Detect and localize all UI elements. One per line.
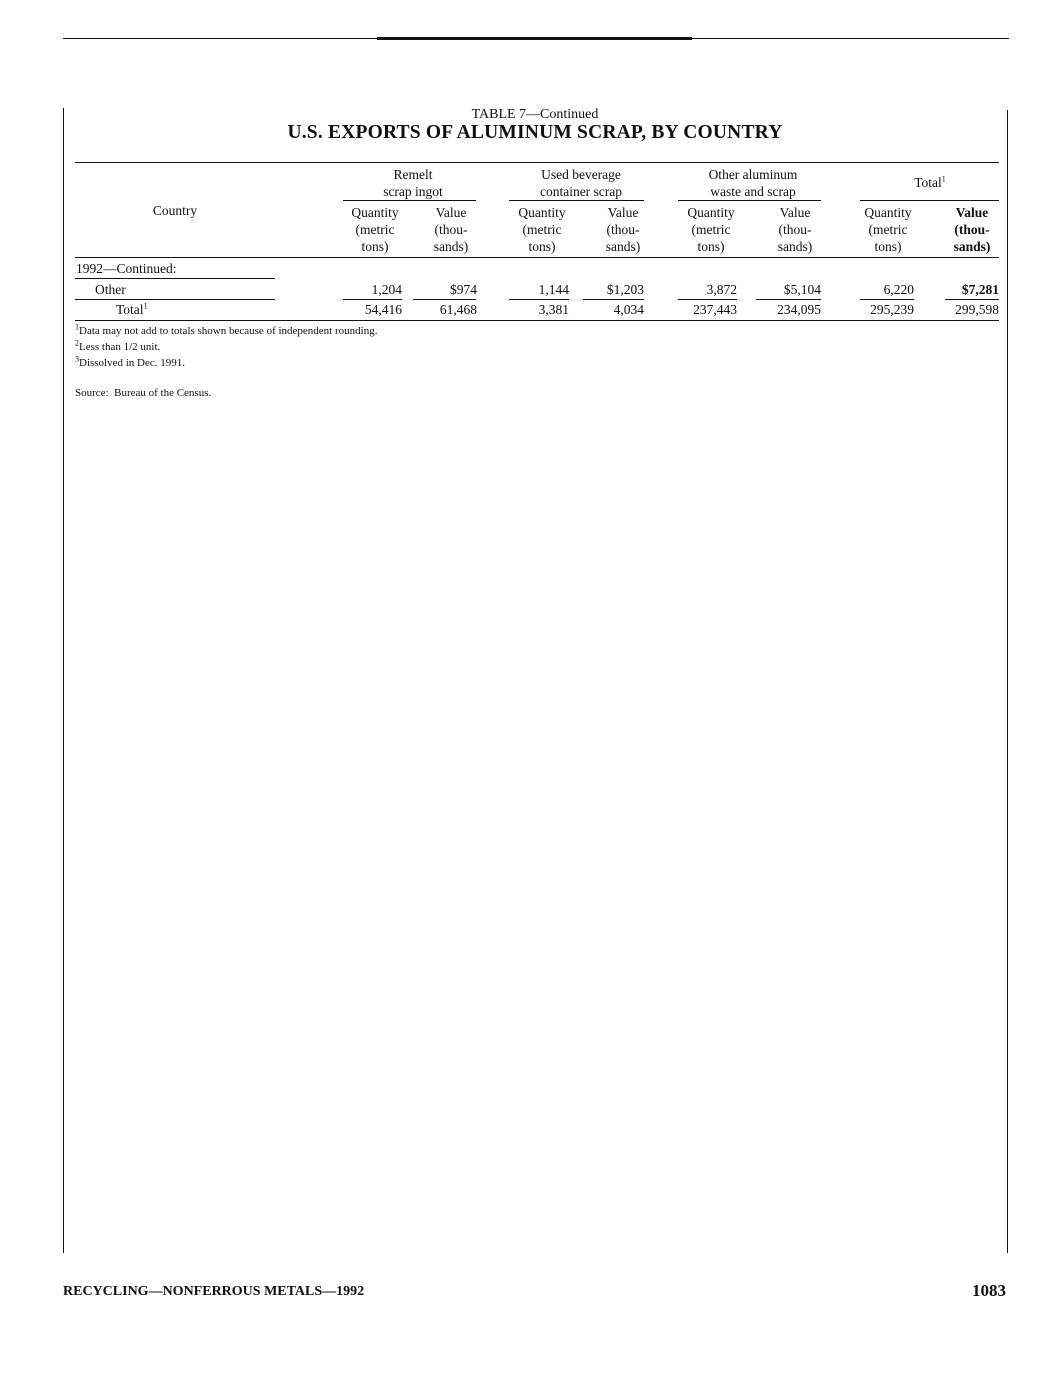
table-cell: 4,034	[613, 302, 644, 317]
table-cell: $1,203	[606, 282, 644, 297]
table-cell: $5,104	[783, 282, 821, 297]
table-cell: 234,095	[777, 302, 821, 317]
page-number: 1083	[972, 1281, 1006, 1300]
left-margin-rule	[63, 108, 64, 1253]
total-rule	[678, 299, 737, 300]
group-header-line2: scrap ingot	[383, 184, 443, 199]
group-rule-other	[678, 200, 821, 201]
row-label: Other	[95, 282, 126, 297]
subheader-value: Value (thou- sands)	[777, 205, 813, 254]
total-rule	[413, 299, 476, 300]
footer-running-title: RECYCLING—NONFERROUS METALS—1992	[63, 1284, 365, 1299]
subheader-value: Value (thou- sands)	[605, 205, 641, 254]
total-rule	[945, 299, 999, 300]
group-header-line1: Total	[914, 175, 942, 190]
page-title: U.S. EXPORTS OF ALUMINUM SCRAP, BY COUNTRY	[287, 122, 783, 143]
group-header-line1: Used beverage	[541, 167, 621, 182]
subheader-quantity: Quantity (metric tons)	[687, 205, 735, 254]
group-header-total	[860, 174, 1000, 191]
total-rule	[756, 299, 821, 300]
table-cell: $974	[450, 282, 477, 297]
subheader-value: Value (thou- sands)	[953, 205, 991, 254]
subheader-quantity: Quantity (metric tons)	[864, 205, 912, 254]
group-rule-total	[860, 200, 999, 201]
group-header-ubc	[509, 166, 653, 200]
subheader-value: Value (thou- sands)	[433, 205, 469, 254]
footnote-mark: 1	[941, 174, 946, 184]
table-cell: 6,220	[883, 282, 914, 297]
table-cell: 295,239	[870, 302, 914, 317]
group-rule-ubc	[509, 200, 644, 201]
group-header-other	[678, 166, 828, 200]
group-header-line2: waste and scrap	[710, 184, 796, 199]
table-header-rule	[75, 162, 999, 163]
group-header-remelt	[343, 166, 483, 200]
source-note: Source: Bureau of the Census.	[75, 387, 212, 399]
table-cell: 1,144	[538, 282, 569, 297]
total-rule	[583, 299, 644, 300]
table-cell: $7,281	[961, 282, 999, 297]
table-cell: 61,468	[439, 302, 477, 317]
group-header-line1: Other aluminum	[708, 167, 798, 182]
table-bottom-rule	[75, 320, 999, 321]
table-cell: 237,443	[693, 302, 737, 317]
group-header-line2: container scrap	[539, 184, 623, 199]
country-header: Country	[152, 203, 198, 218]
table-cell: 1,204	[371, 282, 402, 297]
table-cell: 3,381	[538, 302, 569, 317]
section-rule	[75, 278, 275, 279]
group-rule-remelt	[343, 200, 476, 201]
total-rule	[343, 299, 402, 300]
total-rule	[75, 299, 275, 300]
subheader-quantity: Quantity (metric tons)	[351, 205, 399, 254]
table-cell: 54,416	[364, 302, 402, 317]
top-rule-thick	[377, 37, 692, 40]
total-rule	[860, 299, 914, 300]
subheader-quantity: Quantity (metric tons)	[518, 205, 566, 254]
footnote: $^3$Dissolved in Dec. 1991.	[75, 354, 186, 369]
group-header-line1: Remelt	[393, 167, 433, 182]
table-cell: 3,872	[706, 282, 737, 297]
section-label: 1992—Continued:	[76, 261, 177, 276]
footnote-mark: 1	[143, 301, 148, 311]
row-label: Total$^1$	[116, 301, 148, 317]
total-rule	[509, 299, 569, 300]
table-label: TABLE 7—Continued	[471, 107, 599, 122]
table-cell: 299,598	[955, 302, 999, 317]
right-margin-rule	[1007, 110, 1008, 1253]
footnote: $^2$Less than 1/2 unit.	[75, 338, 161, 353]
header-bottom-rule	[75, 257, 999, 258]
footnote: $^1$Data may not add to totals shown because of independent rounding.	[75, 322, 378, 337]
